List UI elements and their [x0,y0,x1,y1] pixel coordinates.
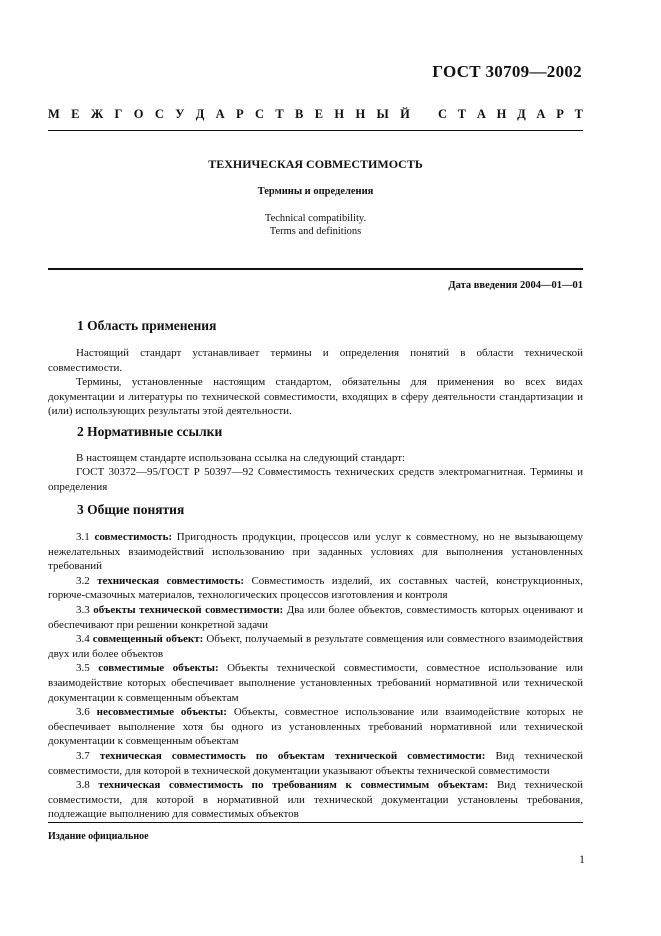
term-number: 3.8 [76,779,90,792]
banner-letter: А [476,107,486,121]
term-name: совместимость: [94,531,173,543]
references-paragraph: В настоящем стандарте использована ссылка на следующий стандарт: [76,452,406,464]
term-definition: Объект, получаемый в результате совмещения или совместного взаимодействия двух или более объектов [48,633,583,660]
standard-number: ГОСТ 30709—2002 [432,62,582,81]
section-heading-scope: 1 Область применения [77,318,217,333]
banner-letter: Н [334,107,345,121]
document-title: ТЕХНИЧЕСКАЯ СОВМЕСТИМОСТЬ [208,157,423,171]
term-entry [48,530,583,574]
section-heading-normative-references: 2 Нормативные ссылки [77,424,223,439]
page-number: 1 [579,852,585,866]
term-definition: Объекты, совместное использование или взаимодействие которых не обеспечивает выполнение хотя бы одного из установленных требований нормативной или технической документации к совмещенным объектам [48,706,584,748]
term-name: несовместимые объекты: [96,706,227,719]
scope-paragraph: Термины, установленные настоящим стандартом, обязательны для применения во всех видах документации и литературы по технической совместимости, входящих в сферу деятельности стандартизации и (или) использующих результаты этой деятельности. [48,376,583,418]
banner-letter: Й [400,107,410,121]
term-number: 3.7 [76,749,90,762]
term-definition: Объекты технической совместимости, совместное использование или взаимодействие которых обеспечивает выполнение установленных требований нормативной или технической документации к совмещенным объектам [48,662,583,704]
banner-letter: Т [574,107,583,121]
banner-letter: Е [71,107,80,121]
banner-letter: О [133,107,144,121]
effective-date: Дата введения 2004—01—01 [448,280,583,291]
term-definition: Вид технической совместимости, для которой в технической документации указывают объекты технической совместимости [48,749,584,777]
banner-letter: Г [114,107,123,121]
banner-letter: Д [195,107,205,121]
terms-list [48,530,583,822]
term-entry [48,705,583,749]
document-subtitle: Термины и определения [257,186,374,197]
banner-letter: С [255,107,265,121]
references-paragraph: ГОСТ 30372—95/ГОСТ Р 50397—92 Совместимость технических средств электромагнитная. Термины и определения [48,466,583,493]
banner-word-standard [438,107,583,122]
term-entry [48,661,583,705]
banner-letter: А [536,107,546,121]
banner-word-interstate [48,107,410,122]
term-entry [48,632,583,661]
banner-letter: М [48,107,60,121]
term-name: техническая совместимость: [97,574,245,587]
scope-paragraph: Настоящий стандарт устанавливает термины и определения понятий в области технической совместимости. [48,347,583,374]
term-entry [48,574,583,603]
term-name: совместимые объекты: [98,662,219,675]
banner-letter: Т [457,107,467,121]
term-number: 3.2 [76,574,90,587]
banner-letter: С [154,107,164,121]
standard-type-banner [48,107,583,122]
banner-letter: С [438,107,448,121]
term-entry [48,603,583,632]
banner-letter: Р [556,107,564,121]
term-name: техническая совместимость по объектам технической совместимости: [99,749,486,762]
banner-letter: Ж [90,107,104,121]
banner-letter: Ы [376,107,389,121]
term-definition: Совместимость изделий, их составных частей, конструкционных, горюче-смазочных материалов, технологических процессов изготовления и контроля [48,574,584,602]
title-divider [48,268,583,270]
term-number: 3.3 [76,603,90,616]
banner-letter: Д [517,107,526,121]
banner-letter: Н [496,107,507,121]
term-name: совмещенный объект: [92,633,204,646]
term-entry [48,778,583,822]
banner-letter: Н [355,107,366,121]
banner-letter: Р [236,107,244,121]
banner-letter: А [215,107,225,121]
footer-divider [48,822,583,823]
section-heading-general-concepts: 3 Общие понятия [77,502,185,517]
banner-letter: Т [275,107,284,121]
term-name: техническая совместимость по требованиям к совместимым объектам: [98,779,489,792]
term-entry [48,749,583,778]
term-definition: Два или более объектов, совместимость которых оценивают и обеспечивают при решении конкретной задачи [48,603,584,631]
banner-letter: Е [314,107,324,121]
edition-note: Издание официальное [48,831,149,842]
term-number: 3.1 [76,531,90,543]
banner-letter: У [175,107,185,121]
term-name: объекты технической совместимости: [93,603,284,616]
term-number: 3.6 [76,706,90,719]
english-title-line-2: Terms and definitions [269,226,362,237]
term-definition: Пригодность продукции, процессов или услуг к совместному, но не вызывающему нежелательных взаимодействий использованию при заданных условиях для выполнения установленных требований [48,531,584,573]
term-definition: Вид технической совместимости, для которой в нормативной или технической документации установлены требования, подлежащие выполнению для совместимых объектов [48,779,584,821]
term-number: 3.5 [76,662,90,675]
banner-letter: В [295,107,304,121]
term-number: 3.4 [76,633,90,646]
header-divider [48,130,583,131]
english-title-line-1: Technical compatibility. [264,213,367,224]
